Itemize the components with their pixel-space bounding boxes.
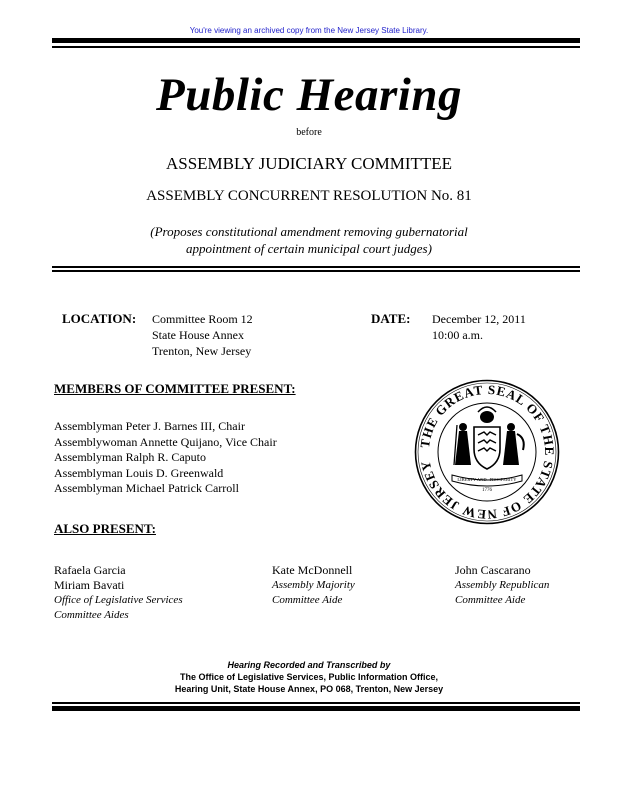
bottom-rule-thin xyxy=(52,702,580,704)
document-title: Public Hearing xyxy=(156,69,462,121)
aide-role: Committee Aides xyxy=(54,609,129,621)
aide-role: Committee Aide xyxy=(455,594,526,606)
footer-office: The Office of Legislative Services, Public Information Office, xyxy=(179,672,439,682)
aides-column-3 xyxy=(455,563,549,608)
date-line: 10:00 a.m. xyxy=(432,328,483,342)
purpose-line: appointment of certain municipal court judges) xyxy=(186,241,432,256)
location-line: Committee Room 12 xyxy=(152,312,253,326)
members-heading: MEMBERS OF COMMITTEE PRESENT: xyxy=(54,381,296,396)
member-item: Assemblyman Michael Patrick Carroll xyxy=(54,481,239,495)
aides-column-2 xyxy=(272,563,355,608)
location-label: LOCATION: xyxy=(62,311,137,326)
seal-year: 1776 xyxy=(482,488,492,493)
seal-motto-right: PROSPERITY xyxy=(489,477,517,482)
aide-name: Kate McDonnell xyxy=(272,563,353,577)
aide-name: Rafaela Garcia xyxy=(54,563,126,577)
location-line: State House Annex xyxy=(152,328,244,342)
footer-recorded-by: Hearing Recorded and Transcribed by xyxy=(227,660,391,670)
aide-role: Committee Aide xyxy=(272,594,343,606)
top-rule-thick xyxy=(52,38,580,43)
also-present-heading: ALSO PRESENT: xyxy=(54,521,156,536)
middle-rule-upper xyxy=(52,266,580,268)
members-list xyxy=(54,419,277,497)
resolution-number: ASSEMBLY CONCURRENT RESOLUTION No. 81 xyxy=(146,188,472,204)
aide-name: Miriam Bavati xyxy=(54,578,125,592)
aide-name: John Cascarano xyxy=(455,563,531,577)
aide-role: Assembly Republican xyxy=(455,579,550,591)
location-line: Trenton, New Jersey xyxy=(152,344,252,358)
seal-ring-text: THE GREAT SEAL OF THE STATE OF NEW JERSEY xyxy=(417,381,558,523)
member-item: Assemblyman Louis D. Greenwald xyxy=(54,465,224,480)
location-value xyxy=(152,311,253,359)
resolution-purpose xyxy=(0,223,618,257)
aide-role: Assembly Majority xyxy=(272,579,355,591)
aides-column-1 xyxy=(54,563,183,623)
footer-address: Hearing Unit, State House Annex, PO 068, Trenton, New Jersey xyxy=(174,684,444,694)
archive-banner: You're viewing an archived copy from the New Jersey State Library. xyxy=(189,26,429,35)
bottom-rule-thick xyxy=(52,706,580,711)
purpose-line: (Proposes constitutional amendment removing gubernatorial xyxy=(150,224,468,239)
top-rule-thin xyxy=(52,46,580,48)
member-item: Assemblyman Ralph R. Caputo xyxy=(54,450,206,464)
member-item: Assemblyman Peter J. Barnes III, Chair xyxy=(54,419,245,433)
seal-motto-left: LIBERTY AND xyxy=(457,477,487,482)
date-label: DATE: xyxy=(371,311,411,326)
member-item: Assemblywoman Annette Quijano, Vice Chair xyxy=(54,434,277,449)
middle-rule-lower xyxy=(52,270,580,272)
state-seal-image xyxy=(414,379,560,525)
date-line: December 12, 2011 xyxy=(432,312,526,326)
before-text: before xyxy=(296,127,322,138)
date-value xyxy=(432,311,526,343)
committee-name: ASSEMBLY JUDICIARY COMMITTEE xyxy=(165,154,453,173)
aide-role: Office of Legislative Services xyxy=(54,594,183,606)
